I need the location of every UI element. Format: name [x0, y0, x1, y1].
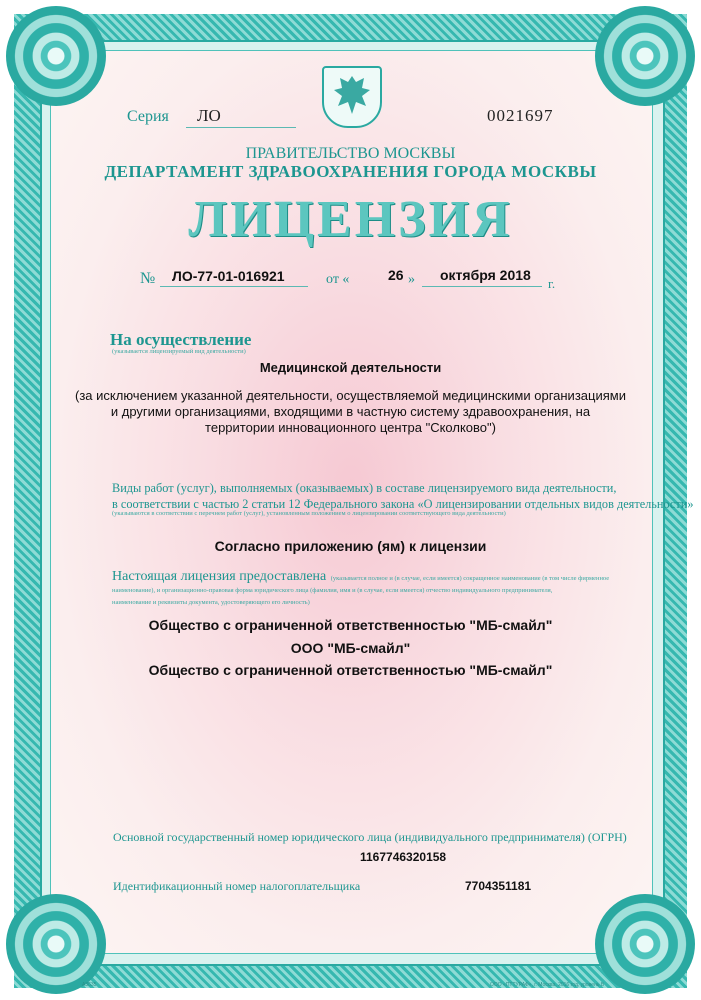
works-text [112, 480, 694, 512]
corner-rosette [595, 6, 695, 106]
number-sign: № [140, 270, 156, 287]
inn-label: Идентификационный номер налогоплательщика [113, 879, 361, 893]
activity-name: Медицинской деятельности [259, 360, 442, 375]
activity-detail-line: территории инновационного центра "Сколково") [205, 420, 496, 435]
issue-day: 26 [388, 267, 404, 283]
license-number: ЛО-77-01-016921 [172, 268, 285, 284]
inn-value: 7704351181 [465, 879, 532, 893]
blank-code: А3635 [82, 982, 97, 988]
activity-detail-line: и другими организациями, входящими в частную систему здравоохранения, на [110, 404, 591, 419]
works-line: Виды работ (услуг), выполняемых (оказываемых) в составе лицензируемого вида деятельности, [112, 481, 617, 495]
granted-hint: наименование и реквизиты документа, удостоверяющего его личность) [112, 599, 310, 606]
year-suffix: г. [548, 276, 556, 291]
printer-info: ООО «ПТТУРАФ», г. Москва, 2016 год, уровень Б [490, 982, 605, 988]
works-line: в соответствии с частью 2 статьи 12 Федерального закона «О лицензировании отдельных видов деятельности» [112, 497, 694, 511]
activity-hint: (указывается лицензируемый вид деятельности) [112, 348, 246, 355]
licensee-short-name: ООО "МБ-смайл" [290, 640, 411, 656]
close-quote: » [408, 272, 415, 287]
granted-block [112, 570, 609, 609]
granted-label: Настоящая лицензия предоставлена [112, 569, 327, 584]
from-label: от « [326, 272, 350, 287]
coat-of-arms-emblem [322, 66, 382, 128]
granted-hint: наименование), и организационно-правовая форма юридического лица (фамилия, имя и (в случае, если имеется) отчество индивидуального предпринимателя, [112, 587, 553, 594]
corner-rosette [6, 6, 106, 106]
activity-details [0, 388, 701, 436]
granted-hint: (указывается полное и (в случае, если имеется) сокращенное наименование (в том числе фирменное [330, 575, 610, 582]
series-value: ЛО [197, 106, 221, 125]
series-label: Серия [127, 108, 169, 125]
licensee-full-name: Общество с ограниченной ответственностью "МБ-смайл" [148, 617, 553, 633]
government-name: ПРАВИТЕЛЬСТВО МОСКВЫ [245, 145, 456, 162]
issue-month-year: октября 2018 [440, 267, 531, 283]
department-name: ДЕПАРТАМЕНТ ЗДРАВООХРАНЕНИЯ ГОРОДА МОСКВЫ [104, 162, 597, 181]
works-hint: (указываются в соответствии с перечнем работ (услуг), установленным положением о лицензировании соответствующего вида деятельности) [112, 510, 506, 517]
blank-number: 0021697 [487, 106, 554, 125]
ogrn-label: Основной государственный номер юридического лица (индивидуального предпринимателя) (ОГРН) [113, 830, 627, 844]
licensee-firm-name: Общество с ограниченной ответственностью "МБ-смайл" [148, 662, 553, 678]
corner-rosette [595, 894, 695, 994]
ogrn-value: 1167746320158 [360, 850, 447, 864]
activity-label: На осуществление [110, 330, 252, 349]
activity-detail-line: (за исключением указанной деятельности, осуществляемой медицинскими организациями [75, 388, 626, 403]
works-value: Согласно приложению (ям) к лицензии [214, 538, 487, 554]
corner-rosette [6, 894, 106, 994]
document-title: ЛИЦЕНЗИЯ [188, 191, 513, 248]
